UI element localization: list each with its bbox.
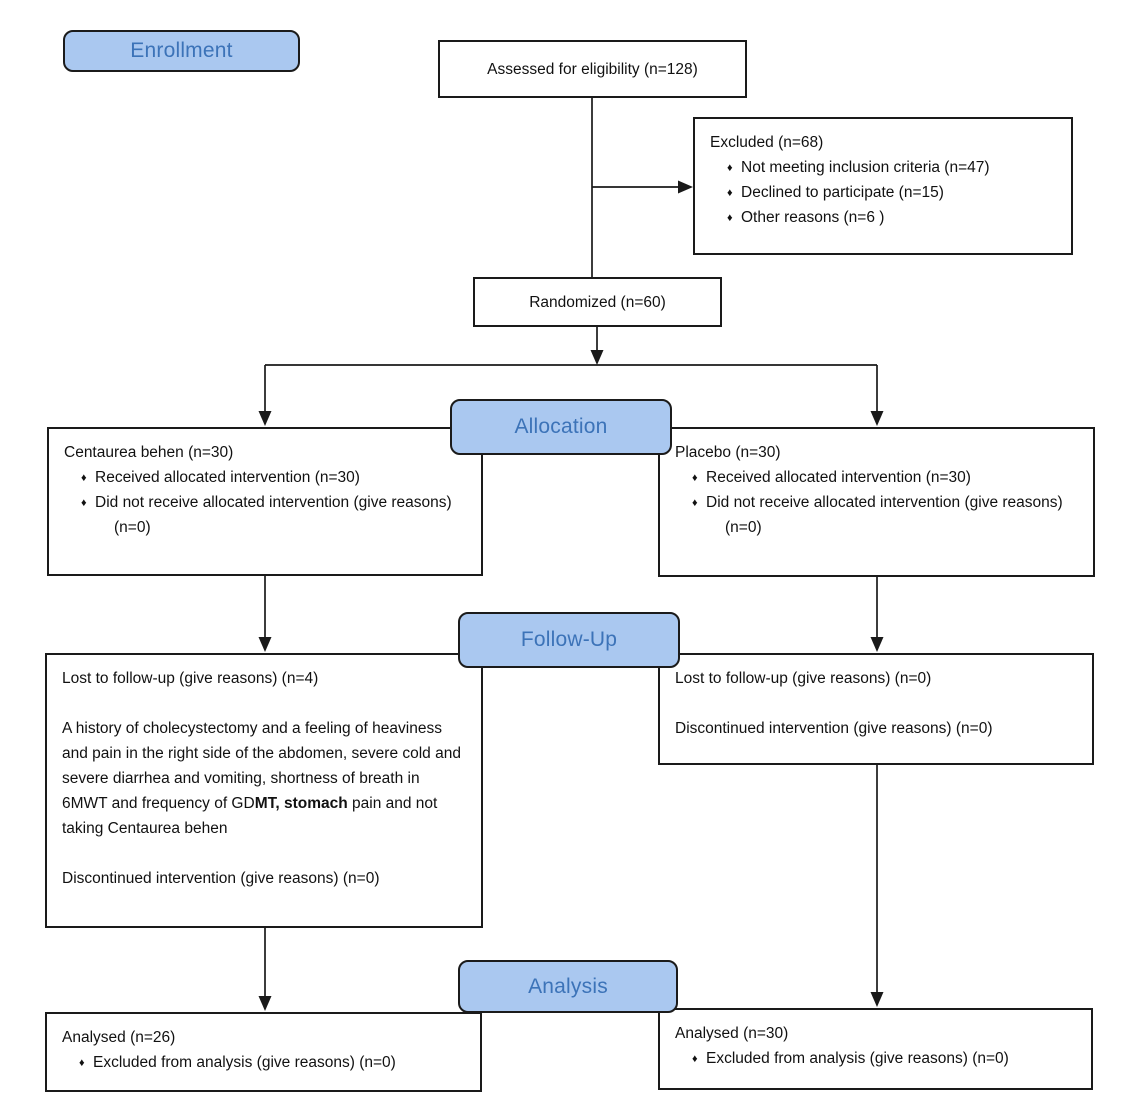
stage-label-analysis (458, 960, 678, 1013)
randomized-box (473, 277, 722, 327)
stage-label-analysis-text: Analysis (528, 974, 608, 998)
allocation-right-title: Placebo (n=30) (675, 444, 781, 461)
allocation-left-item: ♦ Did not receive allocated intervention (give reasons) (n=0) (64, 490, 467, 540)
followup-left-reason-pre: A history of cholecystectomy and a feeling of heaviness and pain in the right side of the abdomen, severe cold and severe diarrhea and vomiting, shortness of breath in 6MWT and frequency of GD (62, 720, 461, 812)
allocation-left-title: Centaurea behen (n=30) (64, 444, 234, 461)
analysis-left-box (45, 1012, 482, 1092)
allocation-right-box (658, 427, 1095, 577)
followup-left-box (45, 653, 483, 928)
assessed-box (438, 40, 747, 98)
allocation-left-box (47, 427, 483, 576)
analysis-right-box (658, 1008, 1093, 1090)
excluded-title: Excluded (n=68) (710, 134, 824, 151)
followup-left-lost: Lost to follow-up (give reasons) (n=4) (62, 670, 319, 687)
followup-left-discontinued: Discontinued intervention (give reasons) (n=0) (62, 870, 380, 887)
stage-label-enrollment (63, 30, 300, 72)
allocation-right-item: ♦ Did not receive allocated intervention (give reasons) (n=0) (675, 490, 1079, 540)
stage-label-followup-text: Follow-Up (520, 628, 618, 651)
followup-right-discontinued: Discontinued intervention (give reasons) (n=0) (675, 720, 993, 737)
stage-label-followup (458, 612, 680, 668)
stage-label-allocation (450, 399, 672, 455)
stage-label-allocation-text: Allocation (514, 415, 608, 438)
followup-left-reasons (62, 716, 467, 841)
excluded-item: ♦ Other reasons (n=6 ) (710, 205, 1057, 230)
assessed-text: Assessed for eligibility (n=128) (487, 60, 698, 78)
excluded-box (693, 117, 1073, 255)
allocation-right-item: ♦ Received allocated intervention (n=30) (675, 465, 1079, 490)
followup-right-lost: Lost to follow-up (give reasons) (n=0) (675, 670, 932, 687)
excluded-item: ♦ Not meeting inclusion criteria (n=47) (710, 155, 1057, 180)
analysis-right-item: ♦ Excluded from analysis (give reasons) (n=0) (675, 1046, 1077, 1071)
analysis-left-title: Analysed (n=26) (62, 1029, 176, 1046)
analysis-left-item: ♦ Excluded from analysis (give reasons) (n=0) (62, 1050, 466, 1075)
excluded-item: ♦ Declined to participate (n=15) (710, 180, 1057, 205)
analysis-right-title: Analysed (n=30) (675, 1025, 789, 1042)
followup-left-reason-post: pain and not taking Centaurea behen (62, 795, 438, 837)
allocation-left-item: ♦ Received allocated intervention (n=30) (64, 465, 467, 490)
followup-left-reason-bold: MT, stomach (254, 795, 348, 812)
followup-right-box (658, 653, 1094, 765)
stage-label-enrollment-text: Enrollment (130, 39, 233, 62)
randomized-text: Randomized (n=60) (529, 293, 666, 311)
